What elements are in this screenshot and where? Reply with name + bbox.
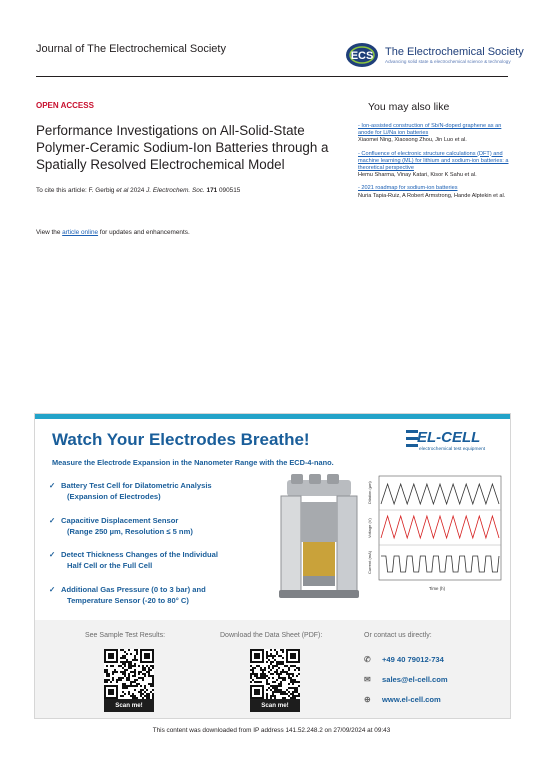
- check-icon: ✓: [49, 481, 56, 490]
- globe-icon: ⊕: [364, 695, 371, 704]
- check-icon: ✓: [49, 550, 56, 559]
- feature-line1: Additional Gas Pressure (0 to 3 bar) and: [61, 585, 206, 594]
- chart-y3-label: Current (mA): [367, 550, 372, 574]
- scan-me-button[interactable]: Scan me!: [104, 699, 154, 712]
- also-like-heading: You may also like: [368, 101, 450, 113]
- related-article-link[interactable]: - Confluence of electronic structure calculations (DFT) and machine learning (ML) for lithium and sodium-ion batteries: a theoretical perspective: [358, 150, 509, 172]
- feature-item: [49, 480, 279, 502]
- contact-email[interactable]: [364, 675, 448, 684]
- open-access-label: OPEN ACCESS: [36, 101, 94, 110]
- journal-name: Journal of The Electrochemical Society: [36, 43, 226, 55]
- phone-icon: ✆: [364, 655, 371, 664]
- el-cell-tagline: electrochemical test equipment: [419, 447, 486, 452]
- feature-item: [49, 515, 279, 537]
- related-article-link[interactable]: - 2021 roadmap for sodium-ion batteries: [358, 185, 458, 192]
- check-icon: ✓: [49, 516, 56, 525]
- article-title: Performance Investigations on All-Solid-State Polymer-Ceramic Sodium-Ion Batteries through a Spatially Resolved Electrochemical Model: [36, 123, 329, 172]
- web-text: www.el-cell.com: [382, 695, 441, 704]
- society-name: The Electrochemical Society: [385, 45, 524, 58]
- test-cell-illustration: [269, 472, 369, 602]
- feature-item: [49, 584, 279, 606]
- cite-number: 090515: [218, 187, 241, 194]
- cite-journal: J. Electrochem. Soc.: [146, 187, 205, 194]
- cite-prefix: To cite this article: F. Gerbig: [36, 187, 117, 194]
- view-suffix: for updates and enhancements.: [98, 229, 190, 236]
- related-article-authors: Hemu Sharma, Vinay Katari, Kisor K Sahu et al.: [358, 172, 477, 179]
- cite-year: 2024: [128, 187, 147, 194]
- ad-headline: Watch Your Electrodes Breathe!: [52, 430, 310, 449]
- chart-y1-label: Dilation (µm): [367, 481, 372, 504]
- chart-x-label: Time (h): [428, 586, 446, 591]
- article-online-link[interactable]: article online: [62, 229, 99, 236]
- list-item: [358, 151, 510, 180]
- scan-me-button[interactable]: Scan me!: [250, 699, 300, 712]
- related-article-authors: Xiaomei Ning, Xiaosong Zhou, Jin Luo et al.: [358, 137, 467, 144]
- feature-line1: Detect Thickness Changes of the Individual: [61, 550, 218, 559]
- contact-web[interactable]: [364, 695, 441, 704]
- also-like-list: [358, 123, 510, 206]
- feature-line1: Battery Test Cell for Dilatometric Analysis: [61, 481, 212, 490]
- view-prefix: View the: [36, 229, 63, 236]
- contact-phone[interactable]: [364, 655, 444, 664]
- qr-code-sample[interactable]: [104, 649, 154, 699]
- email-icon: ✉: [364, 675, 371, 684]
- society-tagline: Advancing solid state & electrochemical science & technology: [385, 58, 511, 64]
- ecs-logo-text: ECS: [350, 50, 374, 62]
- cite-volume: 171: [206, 187, 218, 194]
- email-text: sales@el-cell.com: [382, 675, 448, 684]
- cite-etal: et al: [116, 187, 129, 194]
- advertisement[interactable]: [34, 413, 511, 719]
- chart-y2-label: Voltage (V): [367, 518, 372, 538]
- feature-line2: (Range 250 µm, Resolution ≤ 5 nm): [67, 527, 193, 536]
- ecs-logo[interactable]: [345, 42, 524, 68]
- related-article-link[interactable]: - Ion-assisted construction of Sb/N-doped graphene as an anode for Li/Na ion batteries: [358, 123, 502, 137]
- sample-results-label: See Sample Test Results:: [85, 632, 166, 639]
- ecs-logo-icon: [345, 42, 381, 68]
- citation: [36, 186, 366, 195]
- related-article-authors: Nuria Tapia-Ruiz, A Robert Armstrong, Hande Alptekin et al.: [358, 192, 506, 199]
- check-icon: ✓: [49, 585, 56, 594]
- feature-line2: Half Cell or the Full Cell: [67, 561, 153, 570]
- datasheet-label: Download the Data Sheet (PDF):: [220, 632, 323, 639]
- sample-results-chart: [365, 474, 505, 599]
- view-online-line: [36, 229, 366, 236]
- el-cell-brand: EL-CELL: [417, 429, 481, 446]
- list-item: [358, 185, 510, 199]
- header-divider: [36, 76, 508, 77]
- feature-line2: Temperature Sensor (-20 to 80° C): [67, 596, 189, 605]
- list-item: [358, 123, 510, 145]
- ad-subheadline: Measure the Electrode Expansion in the Nanometer Range with the ECD-4-nano.: [52, 458, 334, 467]
- contact-label: Or contact us directly:: [364, 632, 432, 639]
- phone-text: +49 40 79012-734: [382, 655, 444, 664]
- qr-code-datasheet[interactable]: [250, 649, 300, 699]
- ad-accent-bar: [35, 414, 510, 419]
- feature-line2: (Expansion of Electrodes): [67, 492, 161, 501]
- feature-item: [49, 549, 279, 571]
- download-footer: This content was downloaded from IP address 141.52.248.2 on 27/09/2024 at 09:43: [152, 727, 391, 734]
- feature-line1: Capacitive Displacement Sensor: [61, 516, 179, 525]
